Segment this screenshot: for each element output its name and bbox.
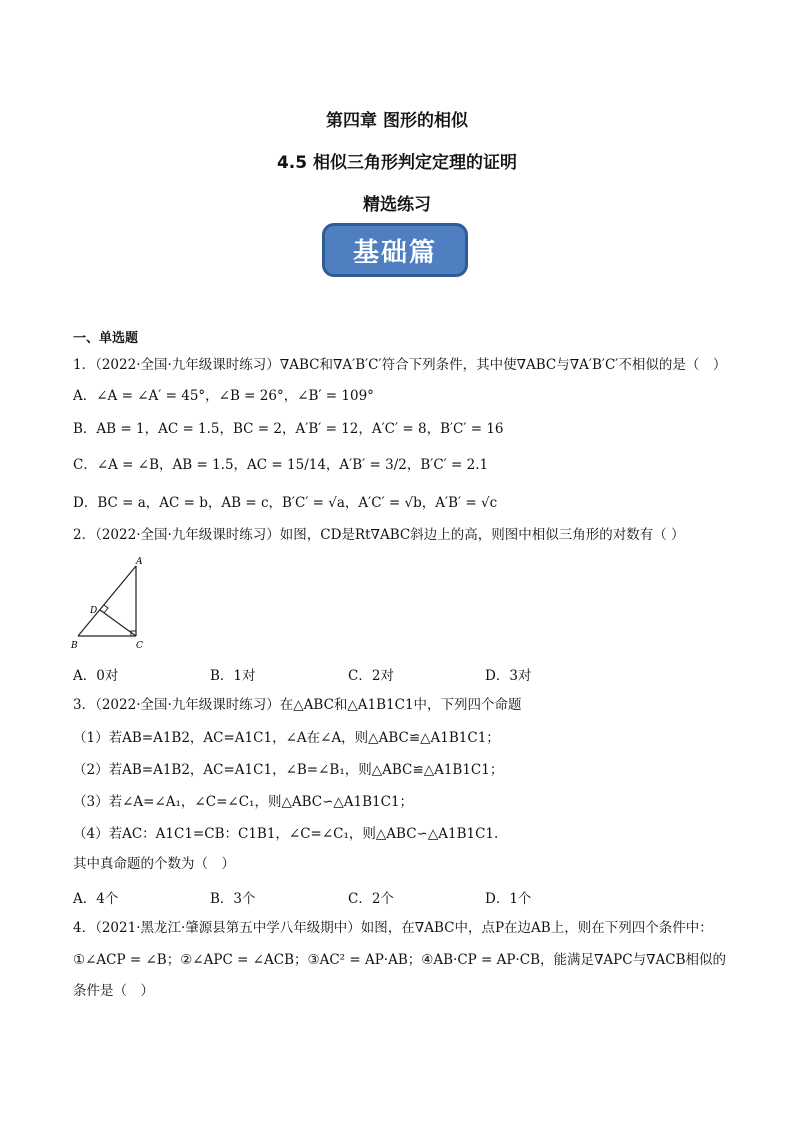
label-c: C bbox=[136, 641, 143, 651]
q2-options bbox=[73, 664, 793, 682]
q2-stem: 2．（2022·全国·九年级课时练习）如图，CD是Rt∇ABC斜边上的高，则图中相似三角形的对数有（ ） bbox=[73, 527, 685, 543]
question-type-heading: 一、单选题 bbox=[73, 331, 139, 346]
label-d: D bbox=[90, 606, 98, 616]
subtitle: 精选练习 bbox=[363, 195, 431, 215]
q2-option-b: B．1对 bbox=[210, 668, 256, 684]
q2-option-c: C．2对 bbox=[348, 668, 394, 684]
chapter-title: 第四章 图形的相似 bbox=[326, 111, 468, 131]
q1-option-a: A．∠A = ∠A′ = 45°，∠B = 26°，∠B′ = 109° bbox=[73, 388, 374, 404]
q1-option-c: C．∠A = ∠B，AB = 1.5，AC = 15/14，A′B′ = 3/2，B′C′ = 2.1 bbox=[73, 457, 489, 473]
q3-stem: 3．（2022·全国·九年级课时练习）在△ABC和△A1B1C1中，下列四个命题 bbox=[73, 697, 522, 713]
q2-option-a: A．0对 bbox=[73, 668, 119, 684]
label-a: A bbox=[136, 557, 143, 567]
right-angle-mark-d bbox=[104, 605, 108, 613]
label-b: B bbox=[71, 641, 78, 651]
q3-options bbox=[73, 887, 793, 905]
q1-option-d: D．BC = a，AC = b，AB = c，B′C′ = √a，A′C′ = √b，A′B′ = √c bbox=[73, 495, 498, 511]
q3-option-c: C．2个 bbox=[348, 891, 394, 907]
level-badge-label: 基础篇 bbox=[352, 237, 437, 268]
q3-proposition-1: （1）若AB=A1B2，AC=A1C1，∠A在∠A，则△ABC≌△A1B1C1； bbox=[73, 730, 500, 746]
level-badge bbox=[322, 223, 468, 277]
right-triangle-figure bbox=[70, 556, 150, 652]
q4-question: 条件是（ ） bbox=[73, 983, 154, 999]
q3-proposition-4: （4）若AC：A1C1=CB：C1B1，∠C=∠C₁，则△ABC∽△A1B1C1. bbox=[73, 826, 499, 842]
q3-option-b: B．3个 bbox=[210, 891, 256, 907]
q3-proposition-3: （3）若∠A=∠A₁，∠C=∠C₁，则△ABC∽△A1B1C1； bbox=[73, 794, 414, 810]
side-ab bbox=[78, 566, 136, 636]
q4-conditions: ①∠ACP = ∠B；②∠APC = ∠ACB；③AC² = AP·AB；④AB·CP = AP·CB，能满足∇APC与∇ACB相似的 bbox=[73, 952, 727, 968]
q1-stem: 1．（2022·全国·九年级课时练习）∇ABC和∇A′B′C′符合下列条件，其中使∇ABC与∇A′B′C′不相似的是（ ） bbox=[73, 357, 727, 373]
q3-proposition-2: （2）若AB=A1B2，AC=A1C1，∠B=∠B₁，则△ABC≌△A1B1C1； bbox=[73, 762, 504, 778]
q4-stem: 4．（2021·黑龙江·肇源县第五中学八年级期中）如图，在∇ABC中，点P在边AB上，则在下列四个条件中： bbox=[73, 920, 713, 936]
q3-question: 其中真命题的个数为（ ） bbox=[73, 856, 235, 872]
q2-option-d: D．3对 bbox=[485, 668, 532, 684]
section-title: 4.5 相似三角形判定定理的证明 bbox=[276, 153, 518, 173]
q3-option-a: A．4个 bbox=[73, 891, 119, 907]
q1-option-b: B．AB = 1，AC = 1.5，BC = 2，A′B′ = 12，A′C′ = 8，B′C′ = 16 bbox=[73, 421, 504, 437]
q3-option-d: D．1个 bbox=[485, 891, 532, 907]
